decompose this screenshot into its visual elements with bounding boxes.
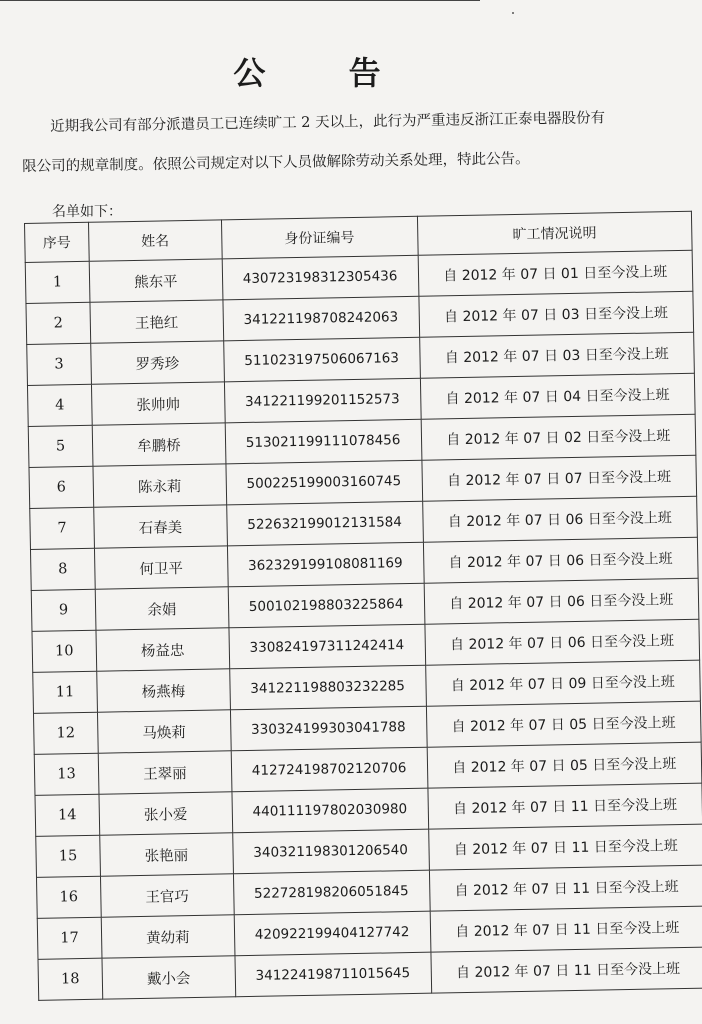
cell-serial: 12 [33, 712, 98, 754]
cell-absence-note: 自 2012 年 07 日 11 日至今没上班 [427, 783, 702, 829]
cell-absence-note: 自 2012 年 07 日 03 日至今没上班 [418, 291, 693, 337]
cell-id-number: 511023197506067163 [223, 337, 420, 382]
dismissal-table [24, 211, 702, 1001]
cell-serial: 7 [30, 507, 95, 549]
cell-id-number: 362329199108081169 [227, 542, 424, 587]
cell-name: 王官巧 [100, 874, 233, 917]
cell-absence-note: 自 2012 年 07 日 09 日至今没上班 [425, 660, 700, 706]
cell-serial: 2 [26, 302, 91, 344]
cell-absence-note: 自 2012 年 07 日 05 日至今没上班 [426, 701, 701, 747]
table-body [25, 250, 702, 1000]
cell-name: 罗秀珍 [91, 341, 224, 384]
cell-serial: 14 [35, 794, 100, 836]
cell-id-number: 341221198803232285 [229, 665, 426, 710]
cell-name: 张帅帅 [91, 382, 224, 425]
cell-id-number: 522632199012131584 [226, 501, 423, 546]
notice-title: 公 告 [233, 54, 417, 92]
cell-name: 张小爱 [99, 792, 232, 835]
cell-name: 何卫平 [94, 546, 227, 589]
cell-name: 牟鹏桥 [92, 423, 225, 466]
cell-name: 杨燕梅 [97, 669, 230, 712]
cell-serial: 11 [33, 671, 98, 713]
cell-id-number: 330824197311242414 [229, 624, 426, 669]
cell-id-number: 513021199111078456 [225, 419, 422, 464]
cell-name: 张艳丽 [100, 833, 233, 876]
cell-serial: 3 [27, 343, 92, 385]
cell-serial: 15 [36, 835, 101, 877]
cell-absence-note: 自 2012 年 07 日 03 日至今没上班 [419, 332, 694, 378]
header-absence-note: 旷工情况说明 [417, 211, 692, 255]
list-heading: 名单如下： [52, 204, 122, 220]
cell-name: 王艳红 [90, 300, 223, 343]
cell-id-number: 500102198803225864 [228, 583, 425, 628]
header-name: 姓名 [88, 220, 221, 261]
header-serial: 序号 [25, 222, 90, 262]
cell-id-number: 500225199003160745 [226, 460, 423, 505]
cell-absence-note: 自 2012 年 07 日 11 日至今没上班 [430, 947, 702, 993]
cell-name: 余娟 [95, 587, 228, 630]
cell-name: 熊东平 [89, 259, 222, 302]
cell-serial: 6 [29, 466, 94, 508]
dismissal-table-wrapper [24, 211, 702, 1001]
cell-absence-note: 自 2012 年 07 日 01 日至今没上班 [418, 250, 693, 296]
cell-name: 杨益忠 [96, 628, 229, 671]
cell-id-number: 341221198708242063 [223, 296, 420, 341]
cell-absence-note: 自 2012 年 07 日 11 日至今没上班 [428, 824, 702, 870]
cell-serial: 5 [28, 425, 93, 467]
cell-serial: 9 [31, 589, 96, 631]
cell-serial: 4 [27, 384, 92, 426]
cell-name: 戴小会 [102, 956, 235, 999]
cell-name: 石春美 [94, 505, 227, 548]
cell-id-number: 420922199404127742 [234, 911, 431, 956]
scan-speck [512, 12, 514, 14]
cell-absence-note: 自 2012 年 07 日 06 日至今没上班 [422, 496, 697, 542]
cell-id-number: 330324199303041788 [230, 706, 427, 751]
cell-absence-note: 自 2012 年 07 日 06 日至今没上班 [424, 578, 699, 624]
cell-serial: 1 [25, 261, 90, 303]
notice-paragraph-line-1: 近期我公司有部分派遣员工已连续旷工 2 天以上，此行为严重违反浙江正泰电器股份有 [50, 110, 606, 135]
header-id-number: 身份证编号 [221, 216, 418, 259]
cell-serial: 16 [36, 876, 101, 918]
cell-name: 马焕莉 [97, 710, 230, 753]
cell-absence-note: 自 2012 年 07 日 11 日至今没上班 [429, 865, 702, 911]
cell-absence-note: 自 2012 年 07 日 07 日至今没上班 [421, 455, 696, 501]
cell-absence-note: 自 2012 年 07 日 11 日至今没上班 [430, 906, 702, 952]
cell-absence-note: 自 2012 年 07 日 05 日至今没上班 [427, 742, 702, 788]
cell-serial: 13 [34, 753, 99, 795]
cell-name: 陈永莉 [93, 464, 226, 507]
cell-id-number: 341221199201152573 [224, 378, 421, 423]
notice-paragraph-line-2: 限公司的规章制度。依照公司规定对以下人员做解除劳动关系处理，特此公告。 [22, 151, 530, 175]
cell-serial: 17 [37, 917, 102, 959]
cell-name: 王翠丽 [98, 751, 231, 794]
cell-absence-note: 自 2012 年 07 日 06 日至今没上班 [424, 619, 699, 665]
cell-id-number: 522728198206051845 [233, 870, 430, 915]
cell-id-number: 430723198312305436 [222, 255, 419, 300]
cell-serial: 10 [32, 630, 97, 672]
cell-serial: 8 [30, 548, 95, 590]
cell-name: 黄幼莉 [101, 915, 234, 958]
cell-absence-note: 自 2012 年 07 日 04 日至今没上班 [420, 373, 695, 419]
cell-id-number: 440111197802030980 [232, 788, 429, 833]
cell-absence-note: 自 2012 年 07 日 06 日至今没上班 [423, 537, 698, 583]
cell-id-number: 340321198301206540 [232, 829, 429, 874]
cell-absence-note: 自 2012 年 07 日 02 日至今没上班 [421, 414, 696, 460]
cell-id-number: 341224198711015645 [235, 952, 432, 997]
top-rule [0, 0, 480, 1]
cell-serial: 18 [38, 958, 103, 1000]
cell-id-number: 412724198702120706 [231, 747, 428, 792]
